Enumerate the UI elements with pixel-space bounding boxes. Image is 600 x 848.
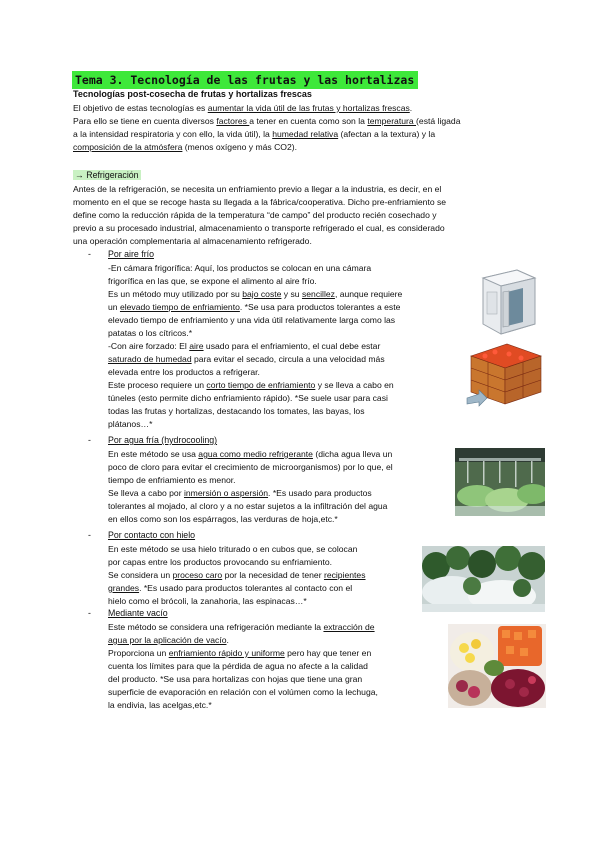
hielo-line: hielo como el brócoli, la zanahoria, las espinacas…* (108, 596, 307, 606)
agua-line: tolerantes al mojado, al cloro y a no estar sujetos a la infiltración del agua (108, 501, 388, 511)
intro-text: a la intensidad respiratoria y con ello, la vida útil), la (73, 129, 273, 139)
intro-text: (afectan a la textura) y la (338, 129, 436, 139)
aire-line: túneles (esto permite dicho enfriamiento rápido). *Se suele usar para casi (108, 393, 388, 403)
aire-line (108, 379, 394, 392)
aire-text: , aunque requiere (334, 289, 403, 299)
agua-line (108, 487, 372, 500)
vacio-line (108, 634, 229, 647)
vacio-line: cuenta los límites para que la pérdida de agua no afecte a la calidad (108, 661, 368, 671)
aire-text: y se lleva a cabo en (315, 380, 394, 390)
aire-line: patatas o los cítricos.* (108, 328, 193, 338)
aire-line (108, 301, 400, 314)
vacio-text: . (226, 635, 229, 645)
section-line: previo a su procesado industrial, almacenamiento o transporte refrigerado el cual, es considerado (73, 223, 445, 233)
intro-line-4 (73, 141, 297, 154)
bullet-hielo (88, 530, 196, 540)
aire-line: plátanos…* (108, 419, 153, 429)
forced-air-image (465, 338, 545, 412)
aire-line (108, 288, 402, 301)
hielo-line: por capas entre los productos provocando su enfriamiento. (108, 557, 333, 567)
intro-text: (menos oxígeno y más CO2). (182, 142, 298, 152)
hydrocooling-image (455, 448, 545, 516)
intro-underline: aumentar la vida útil de las frutas y hortalizas frescas (207, 103, 410, 113)
section-line: momento en el que se recoge hasta su llegada a la fábrica/cooperativa. Dicho pre-enfriamiento se (73, 197, 447, 207)
intro-text: . (409, 103, 413, 113)
bullet-dash: - (88, 608, 91, 618)
aire-underline: sencillez (301, 289, 335, 299)
agua-line: en ellos como son los espárragos, las verduras de hoja,etc.* (108, 514, 338, 524)
hielo-underline: proceso caro (172, 570, 223, 580)
vacio-underline: enfriamiento rápido y uniforme (168, 648, 285, 658)
forced-air-illustration (465, 338, 545, 412)
aire-line: elevado tiempo de enfriamiento y una vida útil relativamente larga como las (108, 315, 396, 325)
hielo-line (108, 582, 352, 595)
vacio-line: del producto. *Se usa para hortalizas con hojas que tiene una gran (108, 674, 363, 684)
intro-text: (está ligada (416, 116, 461, 126)
vacio-line: superficie de evaporación en relación con el volúmen como la lechuga, (108, 687, 378, 697)
vacuum-vegetables-illustration (448, 624, 546, 708)
hielo-line (108, 569, 366, 582)
intro-underline: factores (216, 116, 250, 126)
vacio-line: la endivia, las acelgas,etc.* (108, 700, 212, 710)
aire-text: usado para el enfriamiento, el cual debe estar (203, 341, 381, 351)
bullet-dash: - (88, 435, 91, 445)
aire-line (108, 340, 380, 353)
aire-text: . *Se usa para productos tolerantes a este (239, 302, 401, 312)
aire-text: y su (281, 289, 302, 299)
broccoli-ice-image (422, 546, 545, 612)
hydrocooling-illustration (455, 448, 545, 516)
agua-text: Se lleva a cabo por (108, 488, 184, 498)
aire-line: elevada entre los productos a refrigerar. (108, 367, 260, 377)
intro-underline: composición de la atmósfera (73, 142, 183, 152)
vacio-underline: extracción de (323, 622, 375, 632)
agua-line: poco de cloro para evitar el crecimiento de microorganismos) por lo que, el (108, 462, 393, 472)
aire-underline: aire (189, 341, 204, 351)
bullet-agua-fria (88, 435, 218, 445)
aire-line (108, 353, 385, 366)
agua-underline: agua como medio refrigerante (198, 449, 313, 459)
intro-text: Para ello se tiene en cuenta diversos (73, 116, 217, 126)
bullet-dash: - (88, 530, 91, 540)
vacio-text: Este método se considera una refrigeración mediante la (108, 622, 324, 632)
section-line: una operación complementaria al almacenamiento refrigerado. (73, 236, 312, 246)
bullet-label: Por contacto con hielo (108, 530, 196, 540)
section-heading-refrigeracion: → Refrigeración (75, 170, 139, 180)
agua-text: En este método se usa (108, 449, 199, 459)
intro-underline: humedad relativa (272, 129, 339, 139)
intro-line-3 (73, 128, 435, 141)
agua-line (108, 448, 392, 461)
vacuum-vegetables-image (448, 624, 546, 708)
aire-underline: saturado de humedad (108, 354, 192, 364)
aire-text: para evitar el secado, circula a una velocidad más (191, 354, 385, 364)
hielo-line: En este método se usa hielo triturado o en cubos que, se colocan (108, 544, 358, 554)
intro-line-2 (73, 115, 460, 128)
aire-text: Este proceso requiere un (108, 380, 207, 390)
agua-line: tiempo de enfriamiento es menor. (108, 475, 236, 485)
broccoli-ice-illustration (422, 546, 545, 612)
intro-text: El objetivo de estas tecnologías es (73, 103, 208, 113)
agua-text: (dicha agua lleva un (312, 449, 393, 459)
bullet-dash: - (88, 249, 91, 259)
aire-underline: corto tiempo de enfriamiento (206, 380, 316, 390)
bullet-label: Por agua fría (hydrocooling) (108, 435, 218, 445)
intro-text: a tener en cuenta como son la (249, 116, 368, 126)
intro-line-1 (73, 102, 412, 115)
subtitle: Tecnologías post-cosecha de frutas y hortalizas frescas (73, 89, 312, 99)
hielo-underline: grandes (108, 583, 140, 593)
vacio-text: Proporciona un (108, 648, 169, 658)
vacio-underline: agua por la aplicación de vacío (108, 635, 227, 645)
aire-text: -Con aire forzado: El (108, 341, 190, 351)
bullet-label: Mediante vacío (108, 608, 168, 618)
section-line: define como la reducción rápida de la temperatura “de campo” del producto recién cosechado y (73, 210, 437, 220)
agua-text: . *Es usado para productos (268, 488, 372, 498)
vacio-text: pero hay que tener en (284, 648, 372, 658)
aire-text: un (108, 302, 120, 312)
aire-line: todas las frutas y hortalizas, destacando los tomates, las bayas, los (108, 406, 365, 416)
cold-room-illustration (469, 264, 541, 336)
vacio-line (108, 647, 371, 660)
bullet-label: Por aire frío (108, 249, 154, 259)
hielo-text: . *Es usado para productos tolerantes al contacto con el (139, 583, 353, 593)
intro-underline: temperatura (367, 116, 417, 126)
aire-underline: bajo coste (242, 289, 282, 299)
aire-underline: elevado tiempo de enfriamiento (119, 302, 240, 312)
bullet-vacio (88, 608, 168, 618)
vacio-line (108, 621, 375, 634)
agua-underline: inmersión o aspersión (183, 488, 269, 498)
bullet-aire-frio (88, 249, 154, 259)
page-title: Tema 3. Tecnología de las frutas y las hortalizas (72, 71, 418, 89)
hielo-text: por la necesidad de tener (222, 570, 324, 580)
hielo-underline: recipientes (323, 570, 366, 580)
hielo-text: Se considera un (108, 570, 173, 580)
aire-text: Es un método muy utilizado por su (108, 289, 243, 299)
cold-room-image (469, 264, 541, 336)
section-line: Antes de la refrigeración, se necesita un enfriamiento previo a llegar a la industria, es decir, en el (73, 184, 442, 194)
aire-line: frigorífica en las que, se expone el alimento al aire frío. (108, 276, 317, 286)
aire-line: -En cámara frigorífica: Aquí, los productos se colocan en una cámara (108, 263, 372, 273)
